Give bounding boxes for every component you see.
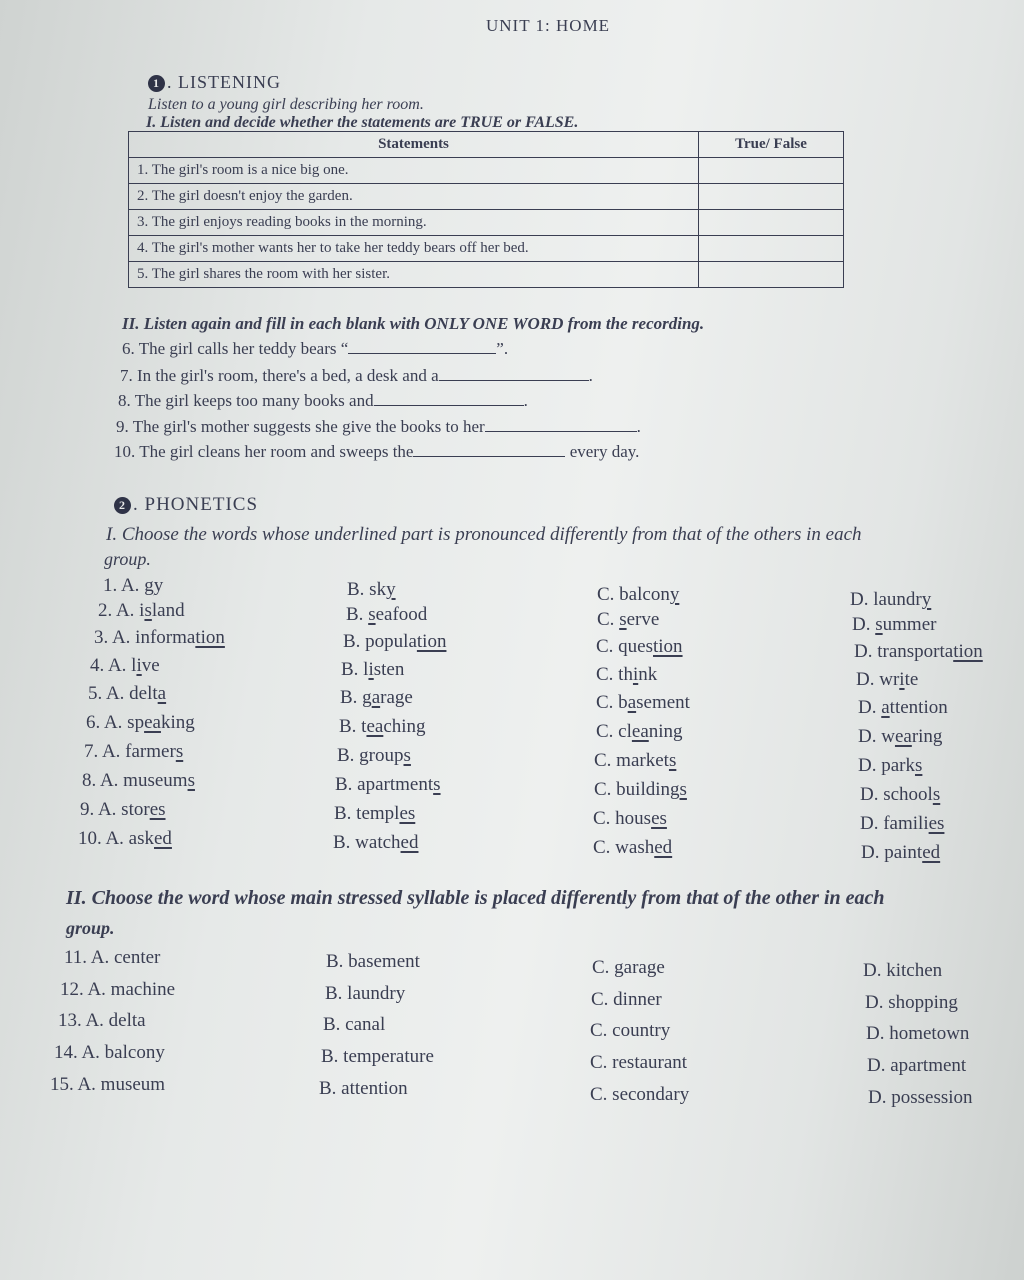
underlined-part: ed xyxy=(654,837,673,858)
option-text: B. templ xyxy=(334,803,400,824)
underlined-part: tion xyxy=(195,627,225,648)
fill-item-8 xyxy=(118,391,528,411)
stress-option[interactable]: D. kitchen xyxy=(863,960,943,981)
option-text: D. famili xyxy=(860,813,929,834)
option-text: B. group xyxy=(337,745,404,766)
pron-option[interactable] xyxy=(98,600,185,622)
answer-blank[interactable] xyxy=(348,341,496,354)
stress-option[interactable]: D. shopping xyxy=(865,992,958,1013)
table-row xyxy=(129,158,844,184)
table-row xyxy=(129,236,844,262)
option-text: C. building xyxy=(594,779,680,800)
phonetics-part2-instruction: II. Choose the word whose main stressed syllable is placed differently from that of the other in each xyxy=(66,887,885,909)
statement-cell: 5. The girl shares the room with her sister. xyxy=(129,262,699,288)
pron-option[interactable] xyxy=(596,664,657,686)
underlined-part: s xyxy=(433,774,441,795)
pron-option[interactable] xyxy=(858,726,942,748)
underlined-part: s xyxy=(187,770,195,791)
pron-option[interactable] xyxy=(343,631,446,653)
true-false-table xyxy=(128,131,844,288)
option-text: eafood xyxy=(375,604,428,625)
underlined-part: ed xyxy=(400,832,419,853)
pron-option[interactable] xyxy=(346,604,427,626)
option-text: C. balcon xyxy=(597,584,670,605)
underlined-part: y xyxy=(921,589,932,610)
underlined-part: i xyxy=(136,655,142,676)
pron-option[interactable] xyxy=(335,774,441,796)
statement-cell: 1. The girl's room is a nice big one. xyxy=(129,158,699,184)
stress-option[interactable]: C. secondary xyxy=(590,1084,690,1105)
pron-option[interactable] xyxy=(103,575,163,597)
pron-option[interactable] xyxy=(90,655,160,677)
stress-option[interactable]: C. restaurant xyxy=(590,1052,688,1073)
pron-option[interactable] xyxy=(333,832,418,854)
stress-option[interactable]: B. basement xyxy=(326,951,420,972)
pron-option[interactable] xyxy=(80,799,166,821)
pron-option[interactable] xyxy=(341,659,404,681)
statement-cell: 3. The girl enjoys reading books in the morning. xyxy=(129,210,699,236)
section-number-badge: 2 xyxy=(114,497,131,514)
option-text: D. w xyxy=(858,726,895,747)
option-text: y xyxy=(153,575,164,596)
pron-option[interactable] xyxy=(84,741,183,763)
table-row xyxy=(129,184,844,210)
pron-option[interactable] xyxy=(852,614,936,636)
underlined-part: y xyxy=(669,584,680,605)
option-text: C. market xyxy=(594,750,669,771)
underlined-part: s xyxy=(619,609,627,630)
option-text: rage xyxy=(380,687,413,708)
pron-option[interactable] xyxy=(597,584,679,606)
stress-option[interactable]: 11. A. center xyxy=(64,947,161,968)
stress-option[interactable]: D. apartment xyxy=(867,1055,967,1076)
answer-blank[interactable] xyxy=(374,393,524,406)
answer-cell[interactable] xyxy=(699,236,844,262)
option-text: nk xyxy=(638,664,658,685)
underlined-part: ea xyxy=(631,721,649,742)
option-text: D. laundr xyxy=(850,589,922,610)
underlined-part: s xyxy=(679,779,687,800)
answer-blank[interactable] xyxy=(485,419,637,432)
option-text: C. cl xyxy=(596,721,632,742)
fill-text: ”. xyxy=(496,339,509,358)
answer-cell[interactable] xyxy=(699,184,844,210)
fill-text: every day. xyxy=(565,442,640,461)
option-text: C. b xyxy=(596,692,628,713)
answer-blank[interactable] xyxy=(439,368,589,381)
phonetics-part1-instruction-cont: group. xyxy=(104,549,151,569)
pron-option[interactable] xyxy=(593,837,672,859)
underlined-part: ed xyxy=(922,842,941,863)
underlined-part: es xyxy=(928,813,945,834)
underlined-part: tion xyxy=(953,641,983,662)
underlined-part: s xyxy=(914,755,923,776)
stress-option[interactable]: D. possession xyxy=(868,1087,973,1108)
underlined-part: es xyxy=(399,803,416,824)
phonetics-heading xyxy=(114,494,258,516)
pron-option[interactable] xyxy=(86,712,195,734)
phonetics-part2-instruction-cont: group. xyxy=(66,918,115,938)
underlined-part: es xyxy=(651,808,667,829)
stress-option[interactable]: 14. A. balcony xyxy=(54,1042,165,1063)
pron-option[interactable] xyxy=(594,779,687,801)
underlined-part: s xyxy=(403,745,411,766)
pron-option[interactable] xyxy=(593,808,667,830)
pron-option[interactable] xyxy=(339,716,426,738)
underlined-part: s xyxy=(875,614,883,635)
option-text: 7. A. farmer xyxy=(84,741,176,762)
option-text: C. th xyxy=(596,664,633,685)
option-text: 2. A. i xyxy=(98,600,145,621)
fill-text: . xyxy=(588,366,593,385)
pron-option[interactable] xyxy=(596,636,683,658)
underlined-part: a xyxy=(627,692,637,713)
option-text: D. transporta xyxy=(854,641,954,662)
pron-option[interactable] xyxy=(854,641,983,663)
pron-option[interactable] xyxy=(856,669,918,691)
fill-text: 10. The girl cleans her room and sweeps the xyxy=(114,442,414,461)
option-text: D. park xyxy=(858,755,915,776)
option-text: C. ques xyxy=(596,636,653,657)
option-text: B. xyxy=(346,604,369,625)
underlined-part: tion xyxy=(653,636,683,657)
pron-option[interactable] xyxy=(334,803,415,825)
option-text: 4. A. l xyxy=(90,655,137,676)
listening-intro: Listen to a young girl describing her room. xyxy=(148,96,424,113)
pron-option[interactable] xyxy=(340,687,413,709)
underlined-part: g xyxy=(144,575,154,596)
listening-part2-instruction: II. Listen again and fill in each blank with ONLY ONE WORD from the recording. xyxy=(122,314,705,333)
fill-item-6 xyxy=(122,339,508,359)
pron-option[interactable] xyxy=(860,813,944,835)
underlined-part: i xyxy=(899,669,905,690)
pron-option[interactable] xyxy=(858,697,948,719)
underlined-part: a xyxy=(881,697,890,718)
fill-text: . xyxy=(636,417,641,436)
phonetics-part1-instruction: I. Choose the words whose underlined part is pronounced differently from that of the others in each xyxy=(106,524,862,545)
fill-text: 6. The girl calls her teddy bears “ xyxy=(122,339,349,358)
stress-option[interactable]: 13. A. delta xyxy=(58,1010,146,1031)
stress-option[interactable]: B. laundry xyxy=(325,983,406,1004)
pron-option[interactable] xyxy=(850,589,931,611)
unit-title: UNIT 1: HOME xyxy=(486,16,611,35)
section-number-badge: 1 xyxy=(148,75,165,92)
underlined-part: ea xyxy=(144,712,161,733)
underlined-part: a xyxy=(157,683,167,704)
underlined-part: ed xyxy=(154,828,172,849)
option-text: ummer xyxy=(882,614,937,635)
underlined-part: s xyxy=(932,784,941,805)
fill-text: 7. In the girl's room, there's a bed, a desk and a xyxy=(120,366,439,385)
option-text: erve xyxy=(626,609,660,630)
stress-option[interactable]: 15. A. museum xyxy=(50,1074,166,1095)
pron-option[interactable] xyxy=(347,579,396,601)
pron-option[interactable] xyxy=(78,828,172,850)
answer-cell[interactable] xyxy=(699,210,844,236)
option-text: te xyxy=(904,669,919,690)
underlined-part: s xyxy=(144,600,152,621)
option-text: 9. A. stor xyxy=(80,799,150,820)
underlined-part: i xyxy=(632,664,639,685)
stress-option[interactable]: C. dinner xyxy=(591,989,662,1010)
option-text: 5. A. delt xyxy=(88,683,158,704)
option-text: C. hous xyxy=(593,808,652,829)
statements-header: Statements xyxy=(129,132,699,158)
underlined-part: s xyxy=(175,741,184,762)
option-text: B. t xyxy=(339,716,367,737)
option-text: ve xyxy=(141,655,160,676)
stress-option[interactable]: B. canal xyxy=(323,1014,386,1035)
pron-option[interactable] xyxy=(596,692,690,714)
phonetics-heading-text: . PHONETICS xyxy=(133,494,259,515)
pron-option[interactable] xyxy=(861,842,940,864)
option-text: 3. A. informa xyxy=(94,627,196,648)
pron-option[interactable] xyxy=(88,683,166,705)
pron-option[interactable] xyxy=(337,745,411,767)
option-text: C. wash xyxy=(593,837,655,858)
table-header-row xyxy=(129,132,844,158)
option-text: B. apartment xyxy=(335,774,434,795)
underlined-part: i xyxy=(368,659,374,680)
underlined-part: y xyxy=(386,579,396,600)
option-text: B. watch xyxy=(333,832,401,853)
underlined-part: ea xyxy=(894,726,912,747)
option-text: ring xyxy=(911,726,943,747)
option-text: D. xyxy=(852,614,876,635)
fill-text: . xyxy=(523,391,528,410)
listening-heading xyxy=(148,72,281,93)
table-row xyxy=(129,210,844,236)
option-text: B. g xyxy=(340,687,372,708)
pron-option[interactable] xyxy=(860,784,940,806)
pron-option[interactable] xyxy=(82,770,195,792)
option-text: king xyxy=(160,712,195,733)
option-text: D. xyxy=(858,697,882,718)
option-text: D. school xyxy=(860,784,933,805)
option-text: ttention xyxy=(889,697,948,718)
stress-option[interactable]: B. attention xyxy=(319,1078,408,1099)
fill-text: 9. The girl's mother suggests she give the books to her xyxy=(116,417,485,436)
fill-item-7 xyxy=(120,366,593,386)
statement-cell: 4. The girl's mother wants her to take her teddy bears off her bed. xyxy=(129,236,699,262)
table-row xyxy=(129,262,844,288)
option-text: D. paint xyxy=(861,842,923,863)
option-text: sten xyxy=(373,659,405,680)
underlined-part: a xyxy=(371,687,381,708)
underlined-part: s xyxy=(668,750,677,771)
listening-part1-instruction: I. Listen and decide whether the statements are TRUE or FALSE. xyxy=(146,114,579,131)
option-text: B. l xyxy=(341,659,369,680)
stress-option[interactable]: B. temperature xyxy=(321,1046,434,1067)
option-text: B. sk xyxy=(347,579,387,600)
option-text: sement xyxy=(636,692,690,713)
underlined-part: ea xyxy=(366,716,384,737)
pron-option[interactable] xyxy=(94,627,225,649)
option-text: ning xyxy=(648,721,683,742)
underlined-part: s xyxy=(368,604,376,625)
pron-option[interactable] xyxy=(858,755,922,777)
option-text: 8. A. museum xyxy=(82,770,188,791)
option-text: 1. A. xyxy=(103,575,145,596)
underlined-part: tion xyxy=(416,631,447,652)
pron-option[interactable] xyxy=(594,750,676,772)
pron-option[interactable] xyxy=(596,721,683,743)
fill-item-9 xyxy=(116,417,641,437)
option-text: land xyxy=(151,600,185,621)
listening-heading-text: . LISTENING xyxy=(167,72,281,92)
answer-blank[interactable] xyxy=(413,444,565,457)
fill-item-10 xyxy=(114,442,639,462)
fill-text: 8. The girl keeps too many books and xyxy=(118,391,374,410)
stress-option[interactable]: C. country xyxy=(590,1020,671,1041)
answer-cell[interactable] xyxy=(699,158,844,184)
option-text: 6. A. sp xyxy=(86,712,145,733)
true-false-header: True/ False xyxy=(699,132,844,158)
option-text: 10. A. ask xyxy=(78,828,154,849)
stress-option[interactable]: D. hometown xyxy=(866,1023,970,1044)
answer-cell[interactable] xyxy=(699,262,844,288)
pron-option[interactable] xyxy=(597,609,659,631)
option-text: ching xyxy=(383,716,426,737)
statement-cell: 2. The girl doesn't enjoy the garden. xyxy=(129,184,699,210)
underlined-part: es xyxy=(149,799,166,820)
option-text: B. popula xyxy=(343,631,417,652)
option-text: C. xyxy=(597,609,620,630)
stress-option[interactable]: C. garage xyxy=(592,957,665,978)
stress-option[interactable]: 12. A. machine xyxy=(60,979,176,1000)
option-text: D. wr xyxy=(856,669,900,690)
